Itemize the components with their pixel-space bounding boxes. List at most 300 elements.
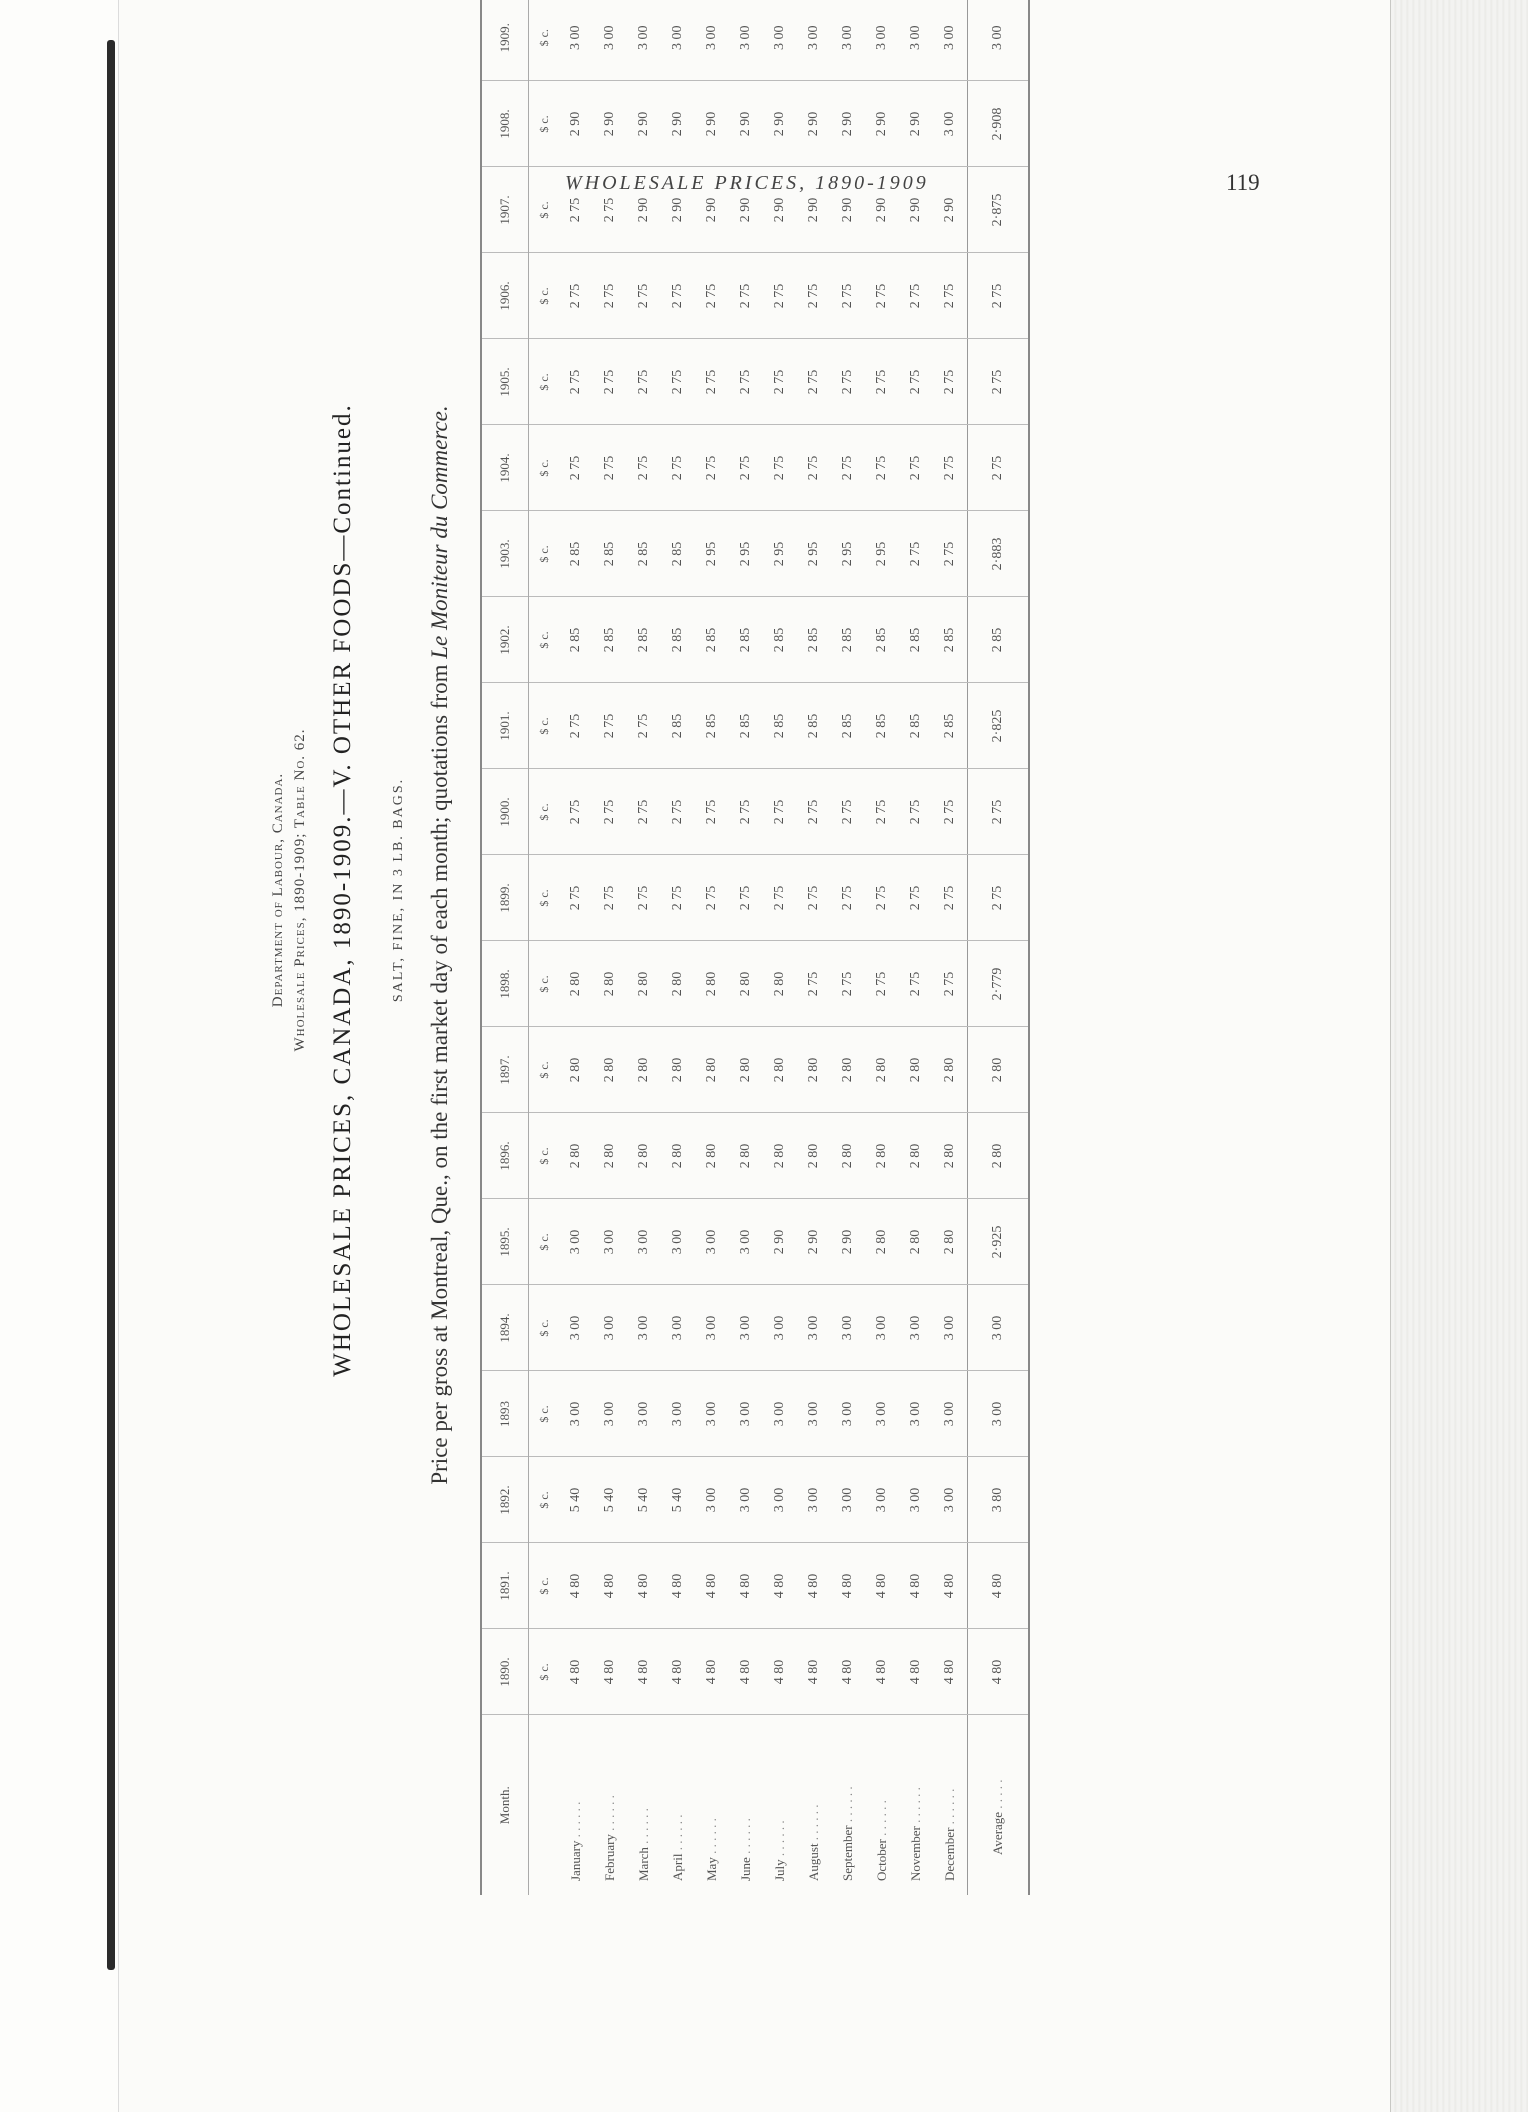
price-cell: 4 80 <box>559 1543 593 1629</box>
price-cell: 2 75 <box>627 425 661 511</box>
price-cell: 3 00 <box>661 1285 695 1371</box>
price-table <box>480 0 1030 1895</box>
price-cell: 3 00 <box>831 1285 865 1371</box>
year-header: 1905. <box>481 339 529 425</box>
leader-dots: . . . . . . <box>704 1818 719 1858</box>
price-cell: 4 80 <box>695 1543 729 1629</box>
price-cell: 2 75 <box>695 253 729 339</box>
month-label <box>593 1715 627 1895</box>
price-cell: 2 75 <box>661 855 695 941</box>
price-cell: 3 00 <box>933 81 968 167</box>
facing-page <box>0 0 119 2112</box>
price-cell: 4 80 <box>865 1543 899 1629</box>
price-cell: 2 75 <box>797 769 831 855</box>
price-cell: 2 75 <box>593 339 627 425</box>
price-cell: 2 80 <box>695 941 729 1027</box>
average-cell: 2 75 <box>968 855 1030 941</box>
price-cell: 3 00 <box>559 0 593 81</box>
price-cell: 3 00 <box>933 1285 968 1371</box>
price-cell: 2 95 <box>695 511 729 597</box>
leader-dots: . . . . . . <box>942 1788 957 1828</box>
series-line: Wholesale Prices, 1890-1909; Table No. 62. <box>292 728 308 1052</box>
year-header: 1899. <box>481 855 529 941</box>
average-label <box>968 1715 1030 1895</box>
price-cell: 3 00 <box>661 1199 695 1285</box>
price-cell: 4 80 <box>627 1543 661 1629</box>
price-cell: 3 00 <box>695 1371 729 1457</box>
unit-label: $ c. <box>529 81 560 167</box>
price-cell: 2 75 <box>695 339 729 425</box>
price-cell: 2 75 <box>831 855 865 941</box>
year-header: 1898. <box>481 941 529 1027</box>
price-cell: 3 00 <box>797 1457 831 1543</box>
month-name: March <box>636 1847 651 1881</box>
table-row <box>593 0 627 1895</box>
unit-label: $ c. <box>529 1199 560 1285</box>
table-row <box>933 0 968 1895</box>
price-cell: 4 80 <box>797 1629 831 1715</box>
price-cell: 2 75 <box>899 941 933 1027</box>
price-cell: 2 75 <box>831 769 865 855</box>
price-cell: 2 95 <box>763 511 797 597</box>
price-cell: 2 75 <box>695 425 729 511</box>
average-cell: 3 00 <box>968 0 1030 81</box>
price-cell: 5 40 <box>593 1457 627 1543</box>
price-cell: 3 00 <box>695 1285 729 1371</box>
price-cell: 3 00 <box>695 1199 729 1285</box>
year-header: 1897. <box>481 1027 529 1113</box>
price-cell: 3 00 <box>729 1285 763 1371</box>
price-cell: 2 75 <box>899 769 933 855</box>
table-row <box>797 0 831 1895</box>
page-number: 119 <box>1226 170 1260 195</box>
leader-dots: . . . . . . <box>908 1787 923 1827</box>
price-cell: 4 80 <box>797 1543 831 1629</box>
price-cell: 2 75 <box>729 339 763 425</box>
price-cell: 2 75 <box>933 941 968 1027</box>
price-cell: 4 80 <box>661 1543 695 1629</box>
price-cell: 3 00 <box>865 1285 899 1371</box>
price-cell: 2 90 <box>797 167 831 253</box>
unit-label: $ c. <box>529 1371 560 1457</box>
average-cell: 2·825 <box>968 683 1030 769</box>
price-cell: 4 80 <box>729 1543 763 1629</box>
year-header: 1892. <box>481 1457 529 1543</box>
price-cell: 3 00 <box>593 0 627 81</box>
price-cell: 2 80 <box>729 941 763 1027</box>
table-row <box>695 0 729 1895</box>
average-cell: 2·908 <box>968 81 1030 167</box>
average-row <box>968 0 1030 1895</box>
price-cell: 2 90 <box>763 1199 797 1285</box>
price-cell: 4 80 <box>831 1543 865 1629</box>
price-cell: 2 85 <box>899 597 933 683</box>
price-cell: 2 75 <box>933 253 968 339</box>
price-cell: 2 80 <box>899 1027 933 1113</box>
price-cell: 3 00 <box>797 1371 831 1457</box>
price-cell: 2 80 <box>831 1113 865 1199</box>
table-row <box>627 0 661 1895</box>
month-label <box>899 1715 933 1895</box>
price-cell: 3 00 <box>899 1457 933 1543</box>
average-cell: 2 85 <box>968 597 1030 683</box>
price-cell: 4 80 <box>865 1629 899 1715</box>
price-cell: 3 00 <box>627 1371 661 1457</box>
month-label <box>865 1715 899 1895</box>
price-cell: 2 80 <box>661 1113 695 1199</box>
price-cell: 2 90 <box>933 167 968 253</box>
price-cell: 2 75 <box>593 167 627 253</box>
price-cell: 2 75 <box>865 855 899 941</box>
price-cell: 2 85 <box>831 597 865 683</box>
page-edge <box>1390 0 1528 2112</box>
rotated-table-page <box>255 0 1405 1935</box>
price-cell: 2 75 <box>729 425 763 511</box>
unit-label: $ c. <box>529 855 560 941</box>
month-name: September <box>840 1825 855 1881</box>
price-cell: 2 75 <box>899 511 933 597</box>
year-header: 1896. <box>481 1113 529 1199</box>
price-cell: 2 75 <box>559 769 593 855</box>
price-cell: 2 80 <box>899 1199 933 1285</box>
price-cell: 2 80 <box>559 941 593 1027</box>
price-cell: 2 85 <box>627 511 661 597</box>
unit-row <box>529 0 560 1895</box>
month-name: December <box>942 1827 957 1881</box>
leader-dots: . . . . . . <box>670 1814 685 1854</box>
month-name: August <box>806 1843 821 1881</box>
price-cell: 2 80 <box>661 941 695 1027</box>
price-cell: 2 80 <box>661 1027 695 1113</box>
table-row <box>831 0 865 1895</box>
average-cell: 2·779 <box>968 941 1030 1027</box>
leader-dots: . . . . . . <box>568 1801 583 1841</box>
leader-dots: . . . . . . <box>602 1795 617 1835</box>
price-cell: 2 75 <box>933 425 968 511</box>
book-spine <box>107 40 115 1970</box>
price-cell: 2 75 <box>831 253 865 339</box>
month-label <box>933 1715 968 1895</box>
price-cell: 2 90 <box>797 81 831 167</box>
price-cell: 2 75 <box>797 339 831 425</box>
price-cell: 2 75 <box>899 253 933 339</box>
unit-label: $ c. <box>529 425 560 511</box>
average-cell: 3 00 <box>968 1285 1030 1371</box>
year-header: 1908. <box>481 81 529 167</box>
price-cell: 2 75 <box>695 855 729 941</box>
price-cell: 2 80 <box>831 1027 865 1113</box>
price-cell: 3 00 <box>865 1457 899 1543</box>
table-row <box>763 0 797 1895</box>
price-cell: 2 75 <box>729 769 763 855</box>
year-header: 1890. <box>481 1629 529 1715</box>
leader-dots: . . . . . <box>990 1779 1005 1812</box>
unit-label: $ c. <box>529 1629 560 1715</box>
price-cell: 2 85 <box>695 597 729 683</box>
price-cell: 3 00 <box>559 1199 593 1285</box>
price-cell: 2 90 <box>831 1199 865 1285</box>
month-label <box>661 1715 695 1895</box>
year-header: 1894. <box>481 1285 529 1371</box>
month-label <box>627 1715 661 1895</box>
price-cell: 3 00 <box>627 0 661 81</box>
price-cell: 3 00 <box>695 1457 729 1543</box>
price-cell: 2 85 <box>593 597 627 683</box>
price-cell: 2 75 <box>831 339 865 425</box>
average-cell: 2 80 <box>968 1027 1030 1113</box>
average-cell: 2 75 <box>968 425 1030 511</box>
price-cell: 2 75 <box>661 769 695 855</box>
average-cell: 2·883 <box>968 511 1030 597</box>
price-cell: 3 00 <box>831 0 865 81</box>
price-cell: 3 00 <box>627 1199 661 1285</box>
price-cell: 2 80 <box>763 1027 797 1113</box>
price-cell: 2 75 <box>593 855 627 941</box>
price-cell: 2 95 <box>865 511 899 597</box>
price-cell: 2 75 <box>831 425 865 511</box>
price-cell: 2 85 <box>729 597 763 683</box>
year-header: 1909. <box>481 0 529 81</box>
table-title: WHOLESALE PRICES, CANADA, 1890-1909.—V. OTHER FOODS—Continued. <box>329 403 356 1377</box>
price-cell: 5 40 <box>661 1457 695 1543</box>
year-header: 1907. <box>481 167 529 253</box>
price-cell: 2 80 <box>729 1113 763 1199</box>
source-publication: Le Moniteur du Commerce. <box>427 405 452 659</box>
price-cell: 2 75 <box>933 855 968 941</box>
month-label <box>831 1715 865 1895</box>
price-cell: 2 85 <box>661 511 695 597</box>
price-cell: 2 90 <box>831 81 865 167</box>
price-cell: 4 80 <box>831 1629 865 1715</box>
price-cell: 2 75 <box>695 769 729 855</box>
price-cell: 4 80 <box>593 1629 627 1715</box>
price-cell: 2 85 <box>593 511 627 597</box>
price-cell: 2 75 <box>593 253 627 339</box>
price-cell: 4 80 <box>899 1543 933 1629</box>
price-cell: 3 00 <box>729 1199 763 1285</box>
price-cell: 2 75 <box>593 769 627 855</box>
price-cell: 3 00 <box>933 1457 968 1543</box>
price-cell: 2 75 <box>933 339 968 425</box>
price-cell: 2 85 <box>559 597 593 683</box>
price-cell: 2 90 <box>865 81 899 167</box>
month-label <box>797 1715 831 1895</box>
price-cell: 2 80 <box>593 1113 627 1199</box>
price-cell: 2 90 <box>729 167 763 253</box>
source-note <box>427 0 453 1895</box>
unit-label: $ c. <box>529 1285 560 1371</box>
month-name: October <box>874 1839 889 1881</box>
price-cell: 4 80 <box>627 1629 661 1715</box>
price-cell: 2 75 <box>865 941 899 1027</box>
price-cell: 2 75 <box>865 425 899 511</box>
leader-dots: . . . . . . <box>772 1820 787 1860</box>
price-cell: 2 80 <box>627 1027 661 1113</box>
average-cell: 2 75 <box>968 339 1030 425</box>
price-cell: 2 80 <box>695 1027 729 1113</box>
price-cell: 2 75 <box>763 425 797 511</box>
price-cell: 2 75 <box>661 339 695 425</box>
price-cell: 2 75 <box>661 253 695 339</box>
running-head: WHOLESALE PRICES, 1890-1909 <box>565 172 929 194</box>
price-cell: 4 80 <box>661 1629 695 1715</box>
price-cell: 3 00 <box>559 1285 593 1371</box>
price-cell: 2 90 <box>661 81 695 167</box>
price-cell: 2 75 <box>865 769 899 855</box>
price-cell: 2 85 <box>797 683 831 769</box>
price-cell: 2 75 <box>627 855 661 941</box>
table-row <box>661 0 695 1895</box>
price-cell: 2 80 <box>763 941 797 1027</box>
price-cell: 2 75 <box>559 425 593 511</box>
price-cell: 2 75 <box>831 941 865 1027</box>
price-cell: 2 75 <box>661 425 695 511</box>
leader-dots: . . . . . . <box>738 1818 753 1858</box>
year-header: 1902. <box>481 597 529 683</box>
price-cell: 3 00 <box>729 0 763 81</box>
month-label <box>559 1715 593 1895</box>
price-cell: 2 90 <box>865 167 899 253</box>
price-cell: 2 80 <box>865 1027 899 1113</box>
price-cell: 4 80 <box>933 1629 968 1715</box>
price-cell: 2 80 <box>933 1199 968 1285</box>
price-cell: 3 00 <box>627 1285 661 1371</box>
month-header: Month. <box>481 1715 529 1895</box>
price-cell: 2 75 <box>593 683 627 769</box>
leader-dots: . . . . . . <box>840 1786 855 1826</box>
month-name: June <box>738 1857 753 1881</box>
price-cell: 2 75 <box>627 253 661 339</box>
department-line: Department of Labour, Canada. <box>270 772 286 1008</box>
price-cell: 3 00 <box>933 0 968 81</box>
year-header: 1904. <box>481 425 529 511</box>
year-header-row <box>481 0 529 1895</box>
price-cell: 2 90 <box>695 81 729 167</box>
average-cell: 3 00 <box>968 1371 1030 1457</box>
price-cell: 3 00 <box>899 1285 933 1371</box>
price-cell: 3 00 <box>661 1371 695 1457</box>
unit-label: $ c. <box>529 1027 560 1113</box>
price-cell: 2 75 <box>559 683 593 769</box>
year-header: 1895. <box>481 1199 529 1285</box>
price-cell: 2 75 <box>627 683 661 769</box>
price-cell: 2 75 <box>797 425 831 511</box>
price-cell: 5 40 <box>627 1457 661 1543</box>
average-cell: 2·875 <box>968 167 1030 253</box>
price-cell: 2 85 <box>695 683 729 769</box>
price-cell: 3 00 <box>763 0 797 81</box>
table-row <box>729 0 763 1895</box>
price-cell: 3 00 <box>593 1371 627 1457</box>
price-cell: 4 80 <box>593 1543 627 1629</box>
price-cell: 2 85 <box>933 683 968 769</box>
price-cell: 2 75 <box>797 253 831 339</box>
price-cell: 3 00 <box>831 1457 865 1543</box>
year-header: 1901. <box>481 683 529 769</box>
price-cell: 2 95 <box>831 511 865 597</box>
price-cell: 2 80 <box>695 1113 729 1199</box>
price-cell: 3 00 <box>695 0 729 81</box>
price-cell: 2 90 <box>831 167 865 253</box>
price-cell: 3 00 <box>831 1371 865 1457</box>
price-cell: 2 75 <box>763 769 797 855</box>
price-cell: 4 80 <box>763 1543 797 1629</box>
price-cell: 2 90 <box>763 81 797 167</box>
price-cell: 2 80 <box>865 1113 899 1199</box>
price-cell: 3 00 <box>865 1371 899 1457</box>
year-header: 1900. <box>481 769 529 855</box>
month-label <box>763 1715 797 1895</box>
leader-dots: . . . . . . <box>874 1800 889 1840</box>
month-label <box>729 1715 763 1895</box>
price-cell: 2 75 <box>933 511 968 597</box>
average-label-text: Average <box>990 1811 1005 1855</box>
month-name: July <box>772 1859 787 1881</box>
price-cell: 2 75 <box>559 167 593 253</box>
unit-label: $ c. <box>529 0 560 81</box>
price-cell: 2 80 <box>559 1027 593 1113</box>
price-cell: 2 85 <box>933 597 968 683</box>
price-cell: 2 75 <box>627 339 661 425</box>
price-cell: 2 75 <box>865 339 899 425</box>
unit-label: $ c. <box>529 1457 560 1543</box>
unit-label: $ c. <box>529 1543 560 1629</box>
price-cell: 2 85 <box>831 683 865 769</box>
month-name: February <box>602 1834 617 1881</box>
price-cell: 4 80 <box>695 1629 729 1715</box>
price-cell: 2 75 <box>797 941 831 1027</box>
month-name: April <box>670 1853 685 1881</box>
price-cell: 3 00 <box>797 0 831 81</box>
average-cell: 2·925 <box>968 1199 1030 1285</box>
price-cell: 2 75 <box>729 253 763 339</box>
price-cell: 2 80 <box>899 1113 933 1199</box>
unit-spacer <box>529 1715 560 1895</box>
month-label <box>695 1715 729 1895</box>
price-cell: 2 75 <box>763 855 797 941</box>
price-cell: 2 75 <box>899 339 933 425</box>
year-header: 1891. <box>481 1543 529 1629</box>
table-row <box>899 0 933 1895</box>
price-cell: 2 75 <box>559 253 593 339</box>
price-cell: 2 90 <box>593 81 627 167</box>
price-cell: 3 00 <box>797 1285 831 1371</box>
leader-dots: . . . . . . <box>636 1808 651 1848</box>
price-cell: 2 85 <box>661 597 695 683</box>
price-cell: 2 90 <box>797 1199 831 1285</box>
price-cell: 2 85 <box>865 683 899 769</box>
price-cell: 3 00 <box>593 1199 627 1285</box>
price-cell: 4 80 <box>899 1629 933 1715</box>
price-cell: 2 75 <box>729 855 763 941</box>
price-cell: 2 90 <box>627 81 661 167</box>
price-cell: 4 80 <box>933 1543 968 1629</box>
month-name: January <box>568 1840 583 1881</box>
price-cell: 3 00 <box>933 1371 968 1457</box>
price-cell: 3 00 <box>729 1457 763 1543</box>
price-cell: 2 80 <box>933 1113 968 1199</box>
price-cell: 2 75 <box>593 425 627 511</box>
price-cell: 2 80 <box>593 941 627 1027</box>
table-row <box>865 0 899 1895</box>
price-cell: 2 80 <box>763 1113 797 1199</box>
table-row <box>559 0 593 1895</box>
price-cell: 2 80 <box>593 1027 627 1113</box>
price-cell: 2 75 <box>763 253 797 339</box>
price-cell: 2 80 <box>627 941 661 1027</box>
unit-label: $ c. <box>529 253 560 339</box>
price-cell: 2 75 <box>559 339 593 425</box>
